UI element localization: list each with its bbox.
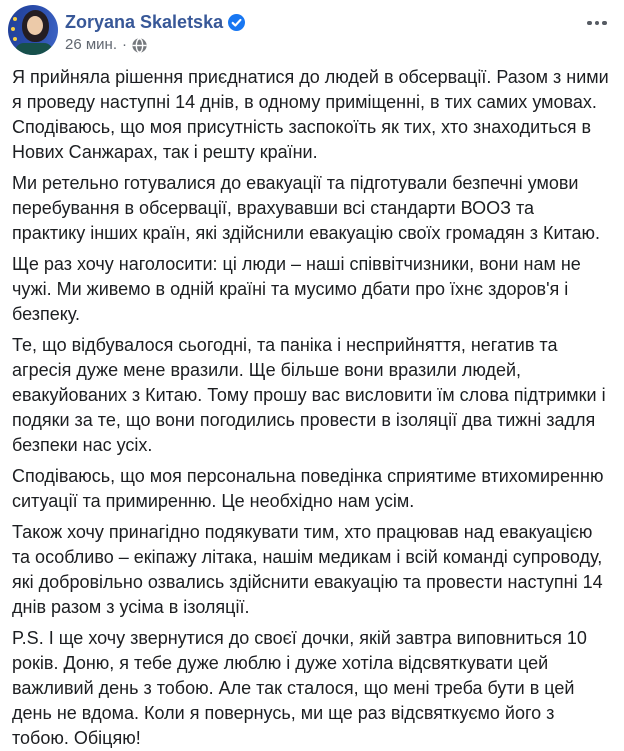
avatar-flag-star: [13, 17, 17, 21]
avatar-flag-star: [11, 27, 15, 31]
post-paragraph: Ще раз хочу наголосити: ці люди – наші співвітчизники, вони нам не чужі. Ми живемо в одній країні та мусимо дбати про їхнє здоров'я і безпеку.: [12, 254, 581, 324]
post-paragraph: Я прийняла рішення приєднатися до людей в обсервації. Разом з ними я проведу наступні 14 днів, в одному приміщенні, в тих самих умовах. Сподіваюсь, що моя присутність заспокоїть як тих, хто знаходиться в Нових Санжарах, так і решту країни.: [12, 67, 609, 162]
more-options-icon: [595, 21, 600, 26]
globe-public-icon: [132, 38, 147, 53]
post-paragraph: Сподіваюсь, що моя персональна поведінка сприятиме втихомиренню ситуації та примиренню. Це необхідно нам усім.: [12, 466, 604, 511]
author-name-link[interactable]: Zoryana Skaletska: [65, 12, 224, 32]
avatar-person-shoulders: [15, 43, 53, 55]
avatar-person-face: [27, 16, 43, 35]
meta-separator: ·: [122, 36, 127, 53]
avatar[interactable]: [8, 5, 58, 55]
post-header-info: [65, 5, 245, 54]
post-paragraph: Те, що відбувалося сьогодні, та паніка і несприйняття, негатив та агресія дуже мене вразили. Ще більше вони вразили людей, евакуйованих з Китаю. Тому прошу вас висловити їм слова підтримки і подяки за те, що вони погодились провести в ізоляції два тижні задля безпеки нас усіх.: [12, 335, 606, 455]
post-paragraph: Також хочу принагідно подякувати тим, хто працював над евакуацією та особливо – екіпажу літака, нашім медикам і всій команді супроводу, які добровільно озвались здійснити евакуацію та провести наступні 14 днів разом з усіма в ізоляції.: [12, 522, 603, 617]
post-timestamp-link[interactable]: 26 мин.: [65, 36, 117, 53]
more-options-button[interactable]: [582, 12, 612, 34]
author-name-row: [65, 12, 245, 33]
post-paragraph: Ми ретельно готувалися до евакуації та підготували безпечні умови перебування в обсервації, врахувавши всі стандарти ВООЗ та практику інших країн, які здійснили евакуацію своїх громадян з Китаю.: [12, 173, 601, 243]
post-paragraph: P.S. І ще хочу звернутися до своєї дочки, якій завтра виповниться 10 років. Доню, я тебе дуже люблю і дуже хотіла відсвяткувати цей важливий день з тобою. Але так сталося, що мені треба бути в цей день не вдома. Коли я повернусь, ми ще раз відсвяткуємо його з тобою. Обіцяю!: [12, 628, 587, 748]
avatar-flag-star: [13, 37, 17, 41]
more-options-icon: [602, 21, 607, 26]
more-options-icon: [587, 21, 592, 26]
verified-badge-icon: [228, 14, 245, 31]
post-meta-row: [65, 36, 245, 54]
post-header: [0, 0, 624, 55]
post-content: [0, 55, 624, 751]
